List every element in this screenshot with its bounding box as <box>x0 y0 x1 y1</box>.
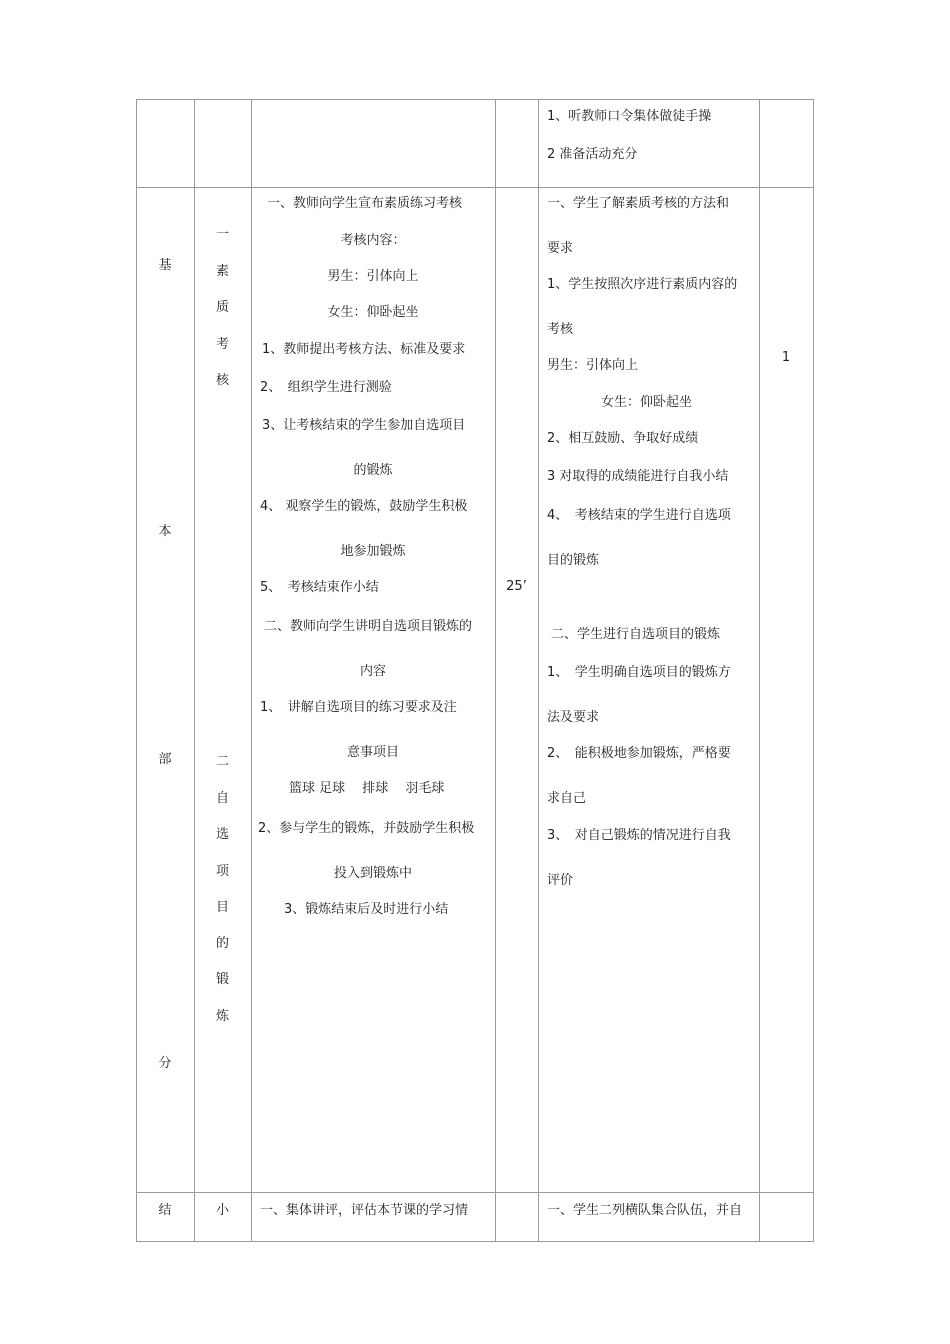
teacher-activity-line: 篮球 足球 排球 羽毛球 <box>289 781 445 796</box>
student-activity-line: 目的锻炼 <box>547 553 600 568</box>
student-activity-line: 3、 对自己锻炼的情况进行自我 <box>547 828 731 843</box>
student-activity-line: 1、听教师口令集体做徒手操 <box>547 109 712 124</box>
teacher-activity-line: 4、 观察学生的锻炼，鼓励学生积极 <box>260 499 468 514</box>
teacher-activity-line: 3、让考核结束的学生参加自选项目 <box>262 418 466 433</box>
student-activity-line: 3 对取得的成绩能进行自我小结 <box>547 469 729 484</box>
student-activity-line: 考核 <box>547 322 574 337</box>
teacher-activity-line: 地参加锻炼 <box>340 544 406 559</box>
lesson-plan-table <box>136 99 814 1242</box>
topic-label-char: 的 <box>215 936 229 951</box>
teacher-activity-line: 2、 组织学生进行测验 <box>260 380 392 395</box>
topic-label-char: 一 <box>215 227 229 242</box>
teacher-activity-line: 女生：仰卧起坐 <box>327 305 419 320</box>
topic-label-char: 项 <box>215 864 229 879</box>
student-activity-line: 一、学生了解素质考核的方法和 <box>547 196 730 211</box>
column-divider <box>759 99 760 1242</box>
student-activity-line: 2 准备活动充分 <box>547 147 638 162</box>
section-label-char: 本 <box>158 524 172 539</box>
topic-label-char: 选 <box>215 827 229 842</box>
teacher-activity-line: 内容 <box>359 664 386 679</box>
teacher-activity-line: 3、锻炼结束后及时进行小结 <box>284 902 449 917</box>
student-activity-line: 1、学生按照次序进行素质内容的 <box>547 277 738 292</box>
teacher-activity-line: 意事项目 <box>346 745 399 760</box>
teacher-activity-line: 一、集体讲评，评估本节课的学习情 <box>260 1203 469 1218</box>
topic-label-char: 素 <box>215 264 229 279</box>
section-label-char: 结 <box>158 1203 172 1218</box>
student-activity-line: 二、学生进行自选项目的锻炼 <box>551 627 721 642</box>
student-activity-line: 女生：仰卧起坐 <box>601 395 693 410</box>
column-divider <box>538 99 539 1242</box>
section-label-char: 部 <box>158 752 172 767</box>
topic-label-char: 目 <box>215 900 229 915</box>
topic-label-char: 小 <box>215 1203 229 1218</box>
teacher-activity-line: 2、参与学生的锻炼，并鼓励学生积极 <box>258 821 475 836</box>
student-activity-line: 评价 <box>547 873 574 888</box>
topic-label-char: 自 <box>215 791 229 806</box>
teacher-activity-line: 1、 讲解自选项目的练习要求及注 <box>260 700 457 715</box>
teacher-activity-line: 5、 考核结束作小结 <box>260 580 379 595</box>
teacher-activity-line: 男生：引体向上 <box>327 269 419 284</box>
table-border-top <box>136 99 814 100</box>
topic-label-char: 考 <box>215 337 229 352</box>
student-activity-line: 1、 学生明确自选项目的锻炼方 <box>547 665 731 680</box>
topic-label-char: 质 <box>215 300 229 315</box>
student-activity-line: 一、学生二列横队集合队伍，并自 <box>547 1203 743 1218</box>
student-activity-line: 2、相互鼓励、争取好成绩 <box>547 431 699 446</box>
table-border-right <box>813 99 814 1242</box>
student-activity-line: 4、 考核结束的学生进行自选项 <box>547 508 731 523</box>
topic-label-char: 二 <box>215 754 229 769</box>
teacher-activity-line: 一、教师向学生宣布素质练习考核 <box>267 196 463 211</box>
time-value: 25’ <box>506 579 527 594</box>
student-activity-line: 求自己 <box>547 791 587 806</box>
row-divider <box>136 187 814 188</box>
teacher-activity-line: 二、教师向学生讲明自选项目锻炼的 <box>264 619 473 634</box>
teacher-activity-line: 投入到锻炼中 <box>333 866 412 881</box>
teacher-activity-line: 1、教师提出考核方法、标准及要求 <box>262 342 466 357</box>
student-activity-line: 男生：引体向上 <box>547 358 639 373</box>
column-divider <box>495 99 496 1242</box>
topic-label-char: 炼 <box>215 1009 229 1024</box>
student-activity-line: 要求 <box>547 241 574 256</box>
topic-label-char: 锻 <box>215 972 229 987</box>
section-label-char: 基 <box>158 258 172 273</box>
section-label-char: 分 <box>158 1056 172 1071</box>
student-activity-line: 2、 能积极地参加锻炼，严格要 <box>547 746 731 761</box>
table-border-bottom <box>136 1241 814 1242</box>
teacher-activity-line: 的锻炼 <box>353 463 393 478</box>
count-value: 1 <box>781 350 791 365</box>
topic-label-char: 核 <box>215 373 229 388</box>
teacher-activity-line: 考核内容： <box>340 233 406 248</box>
row-divider <box>136 1192 814 1193</box>
student-activity-line: 法及要求 <box>547 710 600 725</box>
